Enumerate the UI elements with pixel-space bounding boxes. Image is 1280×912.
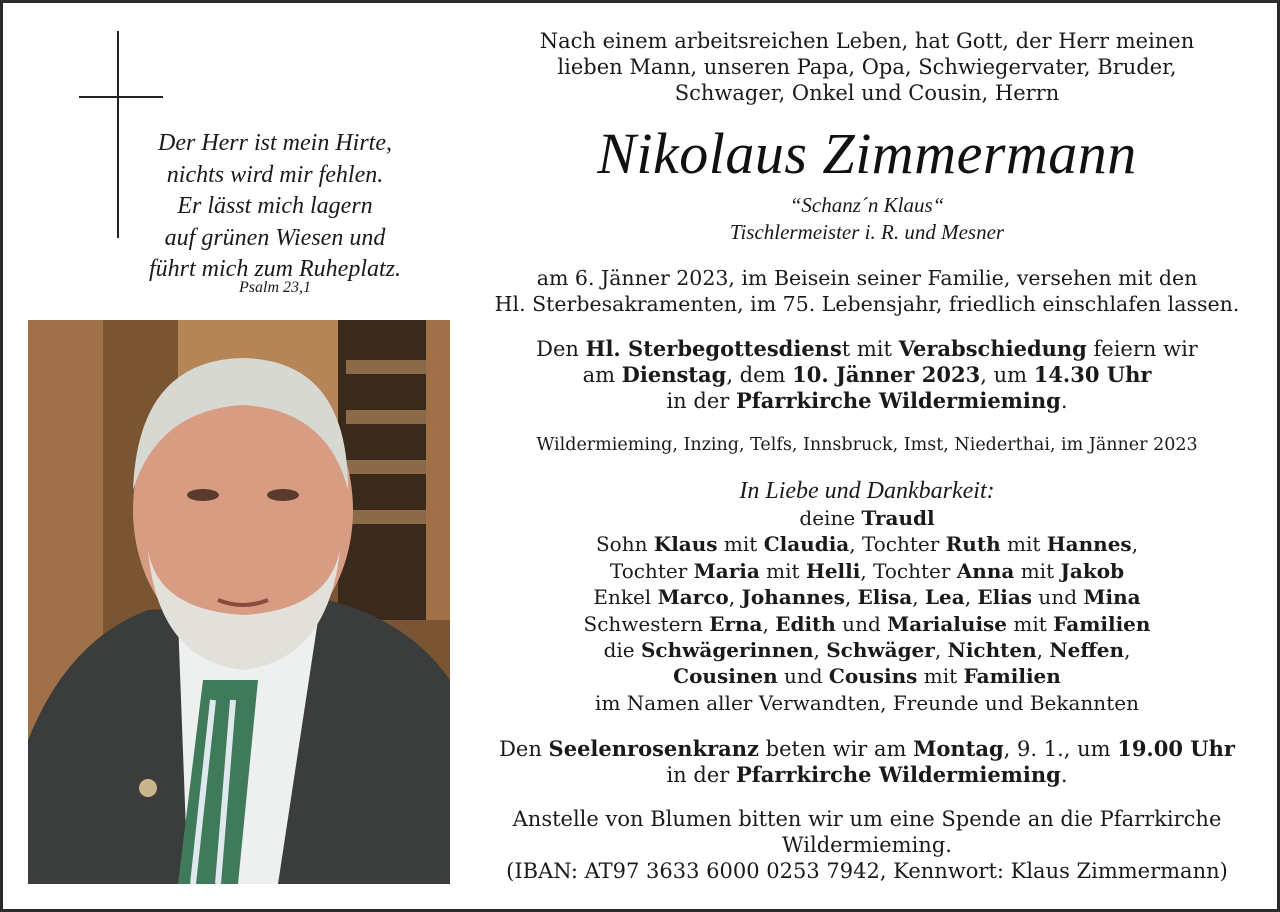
family-line: Sohn Klaus mit Claudia, Tochter Ruth mit Hannes, — [595, 532, 1139, 557]
family-line: Tochter Maria mit Helli, Tochter Anna mit Jakob — [609, 558, 1125, 583]
donation-iban: (IBAN: AT97 3633 6000 0253 7942, Kennwort: Klaus Zimmermann) — [506, 859, 1228, 883]
family-line: deine Traudl — [799, 506, 935, 530]
places-date: Wildermieming, Inzing, Telfs, Innsbruck, Imst, Niederthai, im Jänner 2023 — [536, 435, 1198, 455]
deceased-name: Nikolaus Zimmermann — [597, 121, 1137, 186]
thanks-heading: In Liebe und Dankbarkeit: — [739, 478, 995, 504]
donation-line: Wildermieming. — [782, 833, 952, 857]
cross-icon — [117, 31, 119, 238]
psalm-line: Er lässt mich lagern — [177, 193, 373, 219]
death-line: Hl. Sterbesakramenten, im 75. Lebensjahr, friedlich einschlafen lassen. — [494, 292, 1240, 316]
family-list — [462, 505, 1272, 716]
intro-text — [462, 28, 1272, 106]
intro-line: lieben Mann, unseren Papa, Opa, Schwiegervater, Bruder, — [557, 55, 1177, 79]
rosary-line: in der Pfarrkirche Wildermieming. — [666, 762, 1068, 787]
donation-line: Anstelle von Blumen bitten wir um eine Spende an die Pfarrkirche — [512, 807, 1222, 831]
psalm-quote — [120, 128, 430, 286]
family-line: die Schwägerinnen, Schwäger, Nichten, Neffen, — [603, 638, 1131, 663]
portrait-photo — [28, 320, 450, 884]
deceased-profession: Tischlermeister i. R. und Mesner — [729, 220, 1005, 244]
deceased-nickname: “Schanz´n Klaus“ — [789, 193, 945, 217]
rosary-info — [462, 736, 1272, 788]
death-line: am 6. Jänner 2023, im Beisein seiner Familie, versehen mit den — [536, 266, 1198, 290]
death-notice — [462, 265, 1272, 317]
cross-icon-bar — [79, 96, 163, 98]
intro-line: Schwager, Onkel und Cousin, Herrn — [674, 81, 1060, 105]
psalm-line: auf grünen Wiesen und — [164, 224, 386, 251]
funeral-info — [462, 336, 1272, 414]
family-line: Cousinen und Cousins mit Familien — [673, 664, 1061, 689]
rosary-line: Den Seelenrosenkranz beten wir am Montag, 9. 1., um 19.00 Uhr — [499, 736, 1235, 761]
funeral-line: am Dienstag, dem 10. Jänner 2023, um 14.30 Uhr — [582, 362, 1152, 387]
psalm-line: führt mich zum Ruheplatz. — [149, 256, 401, 282]
family-line: Schwestern Erna, Edith und Marialuise mit Familien — [583, 611, 1151, 636]
psalm-line: Der Herr ist mein Hirte, — [158, 130, 392, 156]
family-line: im Namen aller Verwandten, Freunde und Bekannten — [595, 690, 1139, 715]
funeral-line: in der Pfarrkirche Wildermieming. — [666, 388, 1068, 413]
psalm-line: nichts wird mir fehlen. — [166, 161, 384, 188]
psalm-reference: Psalm 23,1 — [239, 279, 311, 296]
family-line: Enkel Marco, Johannes, Elisa, Lea, Elias und Mina — [593, 585, 1141, 610]
donation-request — [462, 806, 1272, 884]
intro-line: Nach einem arbeitsreichen Leben, hat Gott, der Herr meinen — [539, 29, 1195, 53]
funeral-line: Den Hl. Sterbegottesdienst mit Verabschiedung feiern wir — [536, 336, 1198, 361]
